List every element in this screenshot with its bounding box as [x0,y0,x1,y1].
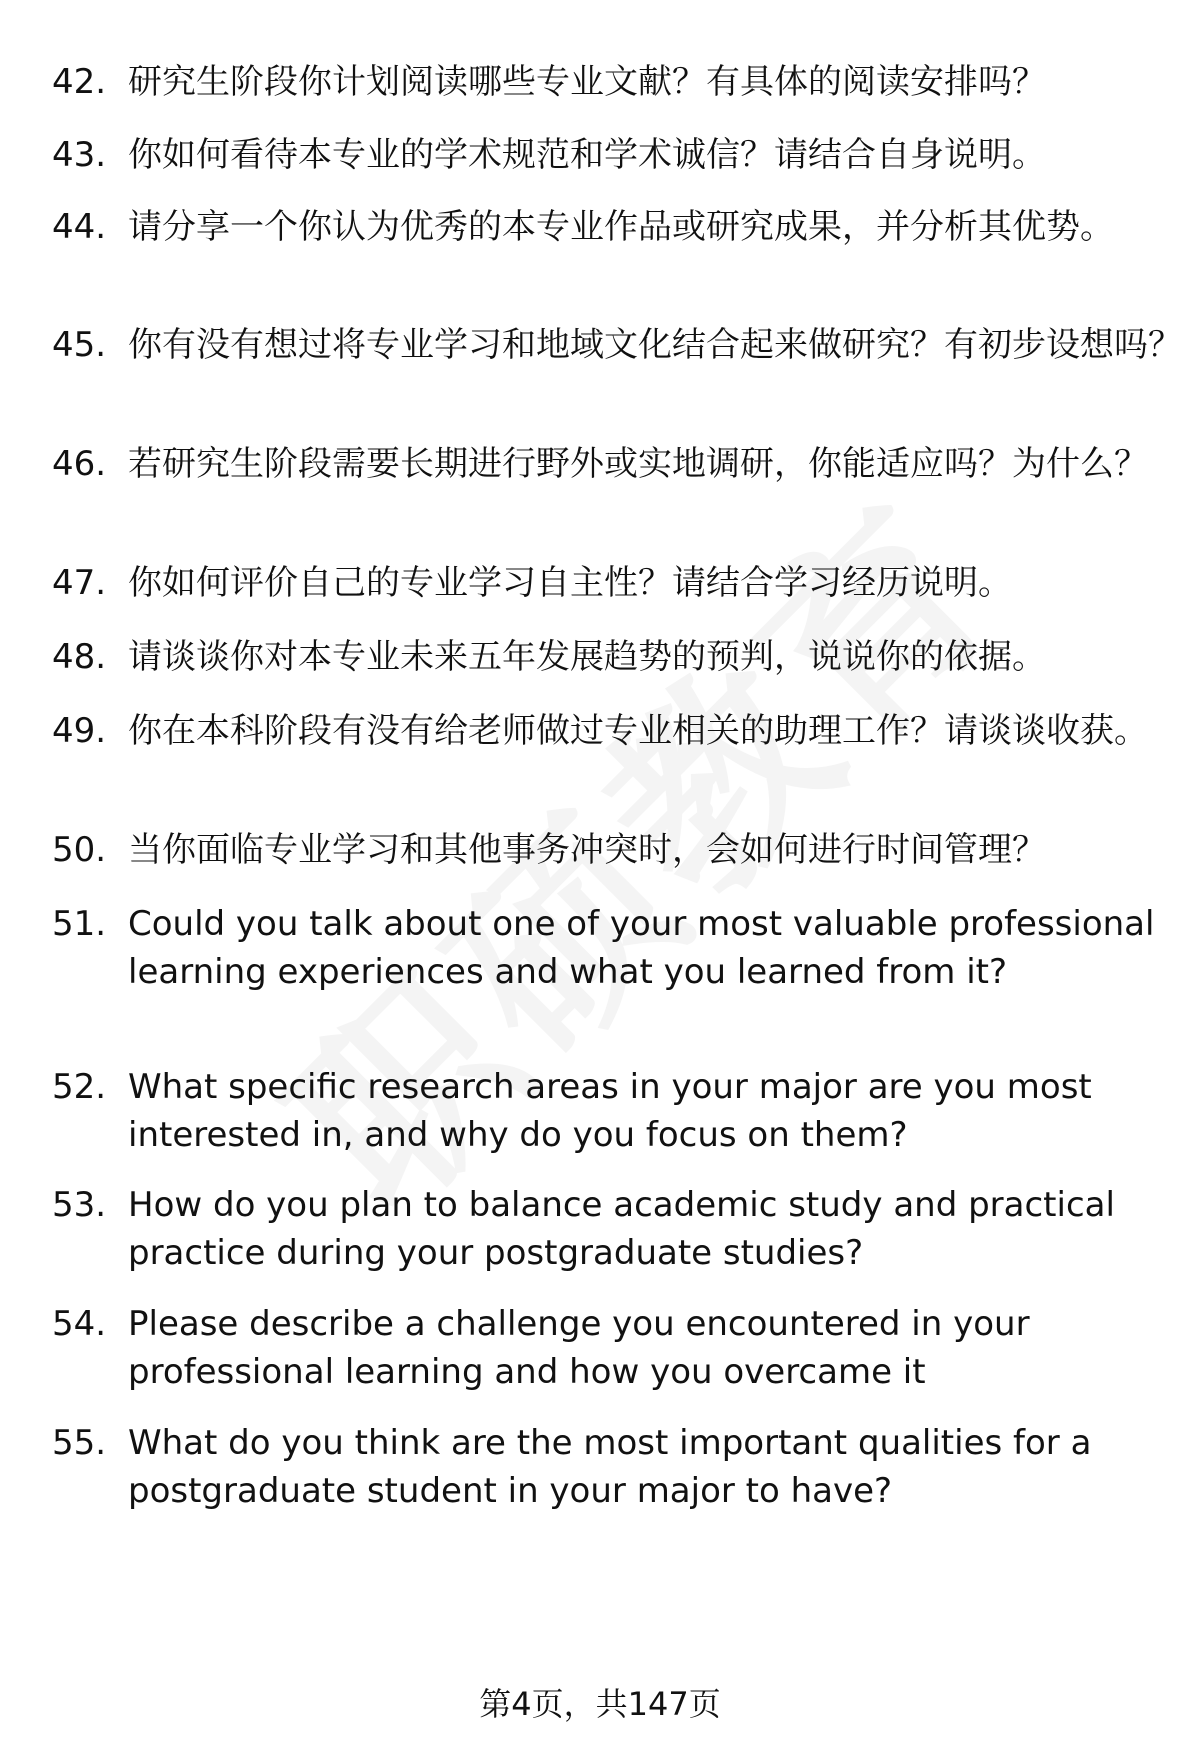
question-text: 若研究生阶段需要长期进行野外或实地调研，你能适应吗？为什么？ [128,444,1148,484]
question-text: 你如何看待本专业的学术规范和学术诚信？请结合自身说明。 [128,135,1046,175]
question-number: 53. [52,1185,107,1225]
page-footer: 第4页，共147页 [479,1685,721,1723]
question-item [52,633,1152,681]
question-number: 44. [52,207,107,247]
question-number: 54. [52,1304,107,1344]
question-text: 当你面临专业学习和其他事务冲突时，会如何进行时间管理？ [128,830,1046,870]
question-number: 47. [52,563,107,603]
question-text: How do you plan to balance academic study and practical practice during your postgraduate studies? [128,1185,1115,1273]
question-number: 55. [52,1423,107,1463]
question-number: 49. [52,711,107,751]
question-number: 52. [52,1067,107,1107]
question-item [52,131,1152,179]
question-item [52,707,1152,755]
question-text: What specific research areas in your major are you most interested in, and why do you focus on them? [128,1067,1092,1155]
question-text: 你如何评价自己的专业学习自主性？请结合学习经历说明。 [128,563,1012,603]
question-text: 你在本科阶段有没有给老师做过专业相关的助理工作？请谈谈收获。 [128,711,1148,751]
question-item [52,58,1152,106]
question-item [52,559,1152,607]
question-item [52,900,1155,996]
question-number: 51. [52,904,107,944]
question-text: What do you think are the most important qualities for a postgraduate student in your major to have? [128,1423,1092,1511]
question-text: 研究生阶段你计划阅读哪些专业文献？有具体的阅读安排吗？ [128,62,1046,102]
question-text: Could you talk about one of your most valuable professional learning experiences and what you learned from it? [128,904,1155,992]
question-text: 请分享一个你认为优秀的本专业作品或研究成果，并分析其优势。 [128,207,1114,247]
question-item [52,203,1152,251]
question-item [52,440,1152,488]
question-item [52,1419,1152,1515]
question-text: 你有没有想过将专业学习和地域文化结合起来做研究？有初步设想吗？ [128,325,1182,365]
question-item [52,826,1152,874]
question-item [52,1300,1152,1396]
question-number: 50. [52,830,107,870]
question-text: Please describe a challenge you encountered in your professional learning and how you overcame it [128,1304,1030,1392]
question-number: 42. [52,62,107,102]
question-number: 43. [52,135,107,175]
question-item [52,1181,1152,1277]
question-text: 请谈谈你对本专业未来五年发展趋势的预判，说说你的依据。 [128,637,1046,677]
question-number: 48. [52,637,107,677]
question-item [52,1063,1152,1159]
question-number: 45. [52,325,107,365]
question-item [52,321,1182,369]
question-number: 46. [52,444,107,484]
